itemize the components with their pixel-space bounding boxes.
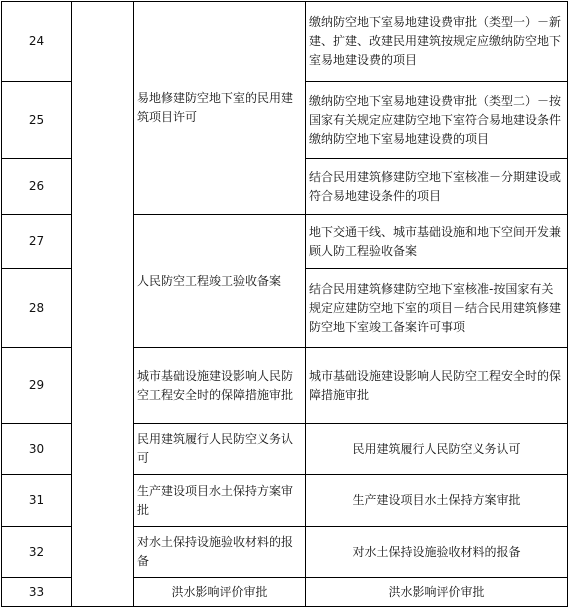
row-number: 31 (2, 475, 72, 527)
table-row (2, 2, 568, 82)
group-label: 对水土保持设施验收材料的报备 (134, 527, 306, 578)
group-label: 生产建设项目水土保持方案审批 (134, 475, 306, 527)
group-label: 洪水影响评价审批 (134, 578, 306, 607)
row-number: 28 (2, 269, 72, 348)
item-text: 民用建筑履行人民防空义务认可 (306, 424, 568, 475)
row-number: 26 (2, 159, 72, 215)
row-number: 32 (2, 527, 72, 578)
item-text: 地下交通干线、城市基础设施和地下空间开发兼顾人防工程验收备案 (306, 215, 568, 269)
item-text: 结合民用建筑修建防空地下室核准－分期建设或符合易地建设条件的项目 (306, 159, 568, 215)
group-label: 民用建筑履行人民防空义务认可 (134, 424, 306, 475)
item-text: 城市基础设施建设影响人民防空工程安全时的保障措施审批 (306, 348, 568, 424)
row-number: 33 (2, 578, 72, 607)
row-number: 25 (2, 82, 72, 159)
row-number: 24 (2, 2, 72, 82)
item-text: 对水土保持设施验收材料的报备 (306, 527, 568, 578)
item-text: 缴纳防空地下室易地建设费审批（类型二）－按国家有关规定应建防空地下室符合易地建设条件缴纳防空地下室易地建设费的项目 (306, 82, 568, 159)
item-text: 缴纳防空地下室易地建设费审批（类型一）－新建、扩建、改建民用建筑按规定应缴纳防空地下室易地建设费的项目 (306, 2, 568, 82)
group-label: 城市基础设施建设影响人民防空工程安全时的保障措施审批 (134, 348, 306, 424)
item-text: 洪水影响评价审批 (306, 578, 568, 607)
item-text: 生产建设项目水土保持方案审批 (306, 475, 568, 527)
row-number: 30 (2, 424, 72, 475)
merged-blank-column (72, 2, 134, 607)
row-number: 27 (2, 215, 72, 269)
group-label: 人民防空工程竣工验收备案 (134, 215, 306, 348)
item-text: 结合民用建筑修建防空地下室核准-按国家有关规定应建防空地下室的项目－结合民用建筑修建防空地下室竣工备案许可事项 (306, 269, 568, 348)
group-label: 易地修建防空地下室的民用建筑项目许可 (134, 2, 306, 215)
approval-items-table (1, 1, 568, 607)
row-number: 29 (2, 348, 72, 424)
